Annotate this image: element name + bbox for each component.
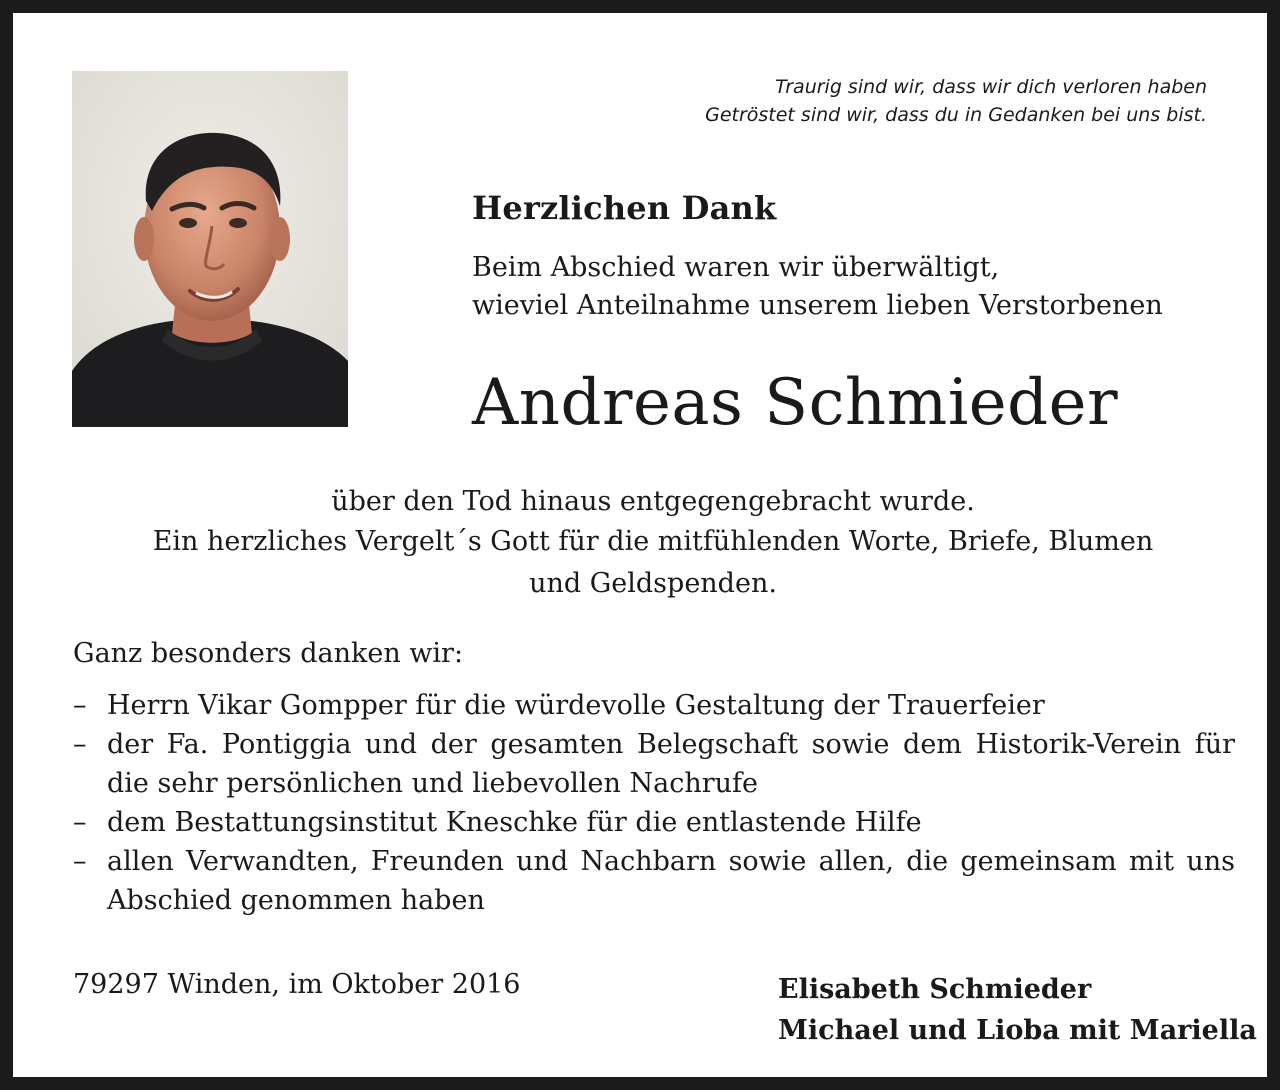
place-date: 79297 Winden, im Oktober 2016: [73, 969, 521, 1000]
motto-line-2: Getröstet sind wir, dass du in Gedanken bei uns bist.: [705, 104, 1207, 126]
list-item-text: Herrn Vikar Gompper für die würdevolle Gestaltung der Trauerfeier: [107, 690, 1045, 721]
thanks-title: Ganz besonders danken wir:: [73, 638, 464, 669]
list-item-text: dem Bestattungsinstitut Kneschke für die entlastende Hilfe: [107, 807, 922, 838]
list-item: [73, 803, 1235, 842]
heading: Herzlichen Dank: [472, 189, 777, 227]
list-item-text: der Fa. Pontiggia und der gesamten Belegschaft sowie dem Historik-Verein für die sehr persönlichen und liebevollen Nachrufe: [107, 729, 1235, 799]
intro-line-1: Beim Abschied waren wir überwältigt,: [472, 252, 1000, 283]
intro-text: [472, 249, 1163, 325]
list-item-text: allen Verwandten, Freunden und Nachbarn sowie allen, die gemeinsam mit uns Abschied genommen haben: [107, 846, 1235, 916]
closing-line-1: über den Tod hinaus entgegengebracht wurde.: [331, 486, 975, 517]
closing-text: [53, 481, 1253, 605]
list-item: [73, 842, 1235, 920]
dash-bullet: –: [73, 846, 87, 877]
motto-line-1: Traurig sind wir, dass wir dich verloren haben: [775, 76, 1207, 98]
intro-line-2: wieviel Anteilnahme unserem lieben Verstorbenen: [472, 290, 1163, 321]
thanks-list: [73, 686, 1235, 920]
dash-bullet: –: [73, 690, 87, 721]
list-item: [73, 686, 1235, 725]
dash-bullet: –: [73, 729, 87, 760]
portrait-photo: [72, 71, 348, 427]
portrait-image: [72, 71, 348, 427]
closing-line-3: und Geldspenden.: [529, 568, 777, 599]
dash-bullet: –: [73, 807, 87, 838]
list-item: [73, 725, 1235, 803]
closing-line-2: Ein herzliches Vergelt´s Gott für die mitfühlenden Worte, Briefe, Blumen: [152, 526, 1154, 557]
deceased-name: Andreas Schmieder: [472, 366, 1119, 440]
motto: [705, 73, 1207, 129]
signers: [778, 969, 1257, 1051]
signer-line-1: Elisabeth Schmieder: [778, 974, 1092, 1005]
signer-line-2: Michael und Lioba mit Mariella: [778, 1015, 1257, 1046]
